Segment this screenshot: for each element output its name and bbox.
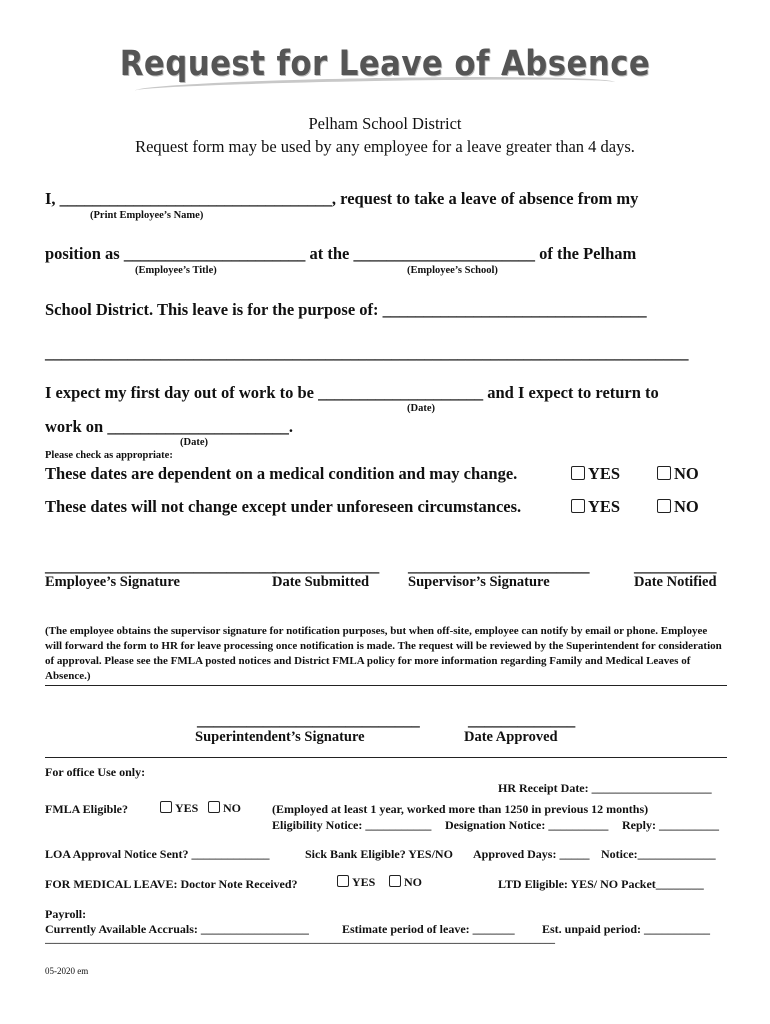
purpose-line[interactable]: School District. This leave is for the purpose of: ________________________________: [45, 300, 647, 319]
form-title: Request for Leave of Absence: [119, 44, 651, 84]
checkbox-icon[interactable]: [571, 499, 585, 513]
superintendent-signature-field[interactable]: ___________________________: [197, 710, 420, 729]
available-accruals-field[interactable]: Currently Available Accruals: __________________: [45, 922, 309, 936]
reply-field[interactable]: Reply: __________: [622, 818, 719, 832]
q1-no-option[interactable]: NO: [657, 464, 699, 484]
superintendent-signature-label: Superintendent’s Signature: [195, 729, 365, 745]
notice-field[interactable]: Notice:_____________: [601, 847, 716, 861]
date-submitted-field[interactable]: _____________: [272, 556, 380, 575]
fmla-criteria: (Employed at least 1 year, worked more than 1250 in previous 12 months): [272, 802, 649, 816]
supervisor-signature-label: Supervisor’s Signature: [408, 574, 550, 590]
checkbox-icon[interactable]: [208, 801, 220, 813]
checkbox-icon[interactable]: [657, 466, 671, 480]
q2-no-option[interactable]: NO: [657, 497, 699, 517]
name-label: (Print Employee’s Name): [90, 210, 204, 221]
form-subtitle: Request form may be used by any employee for a leave greater than 4 days.: [135, 137, 635, 156]
first-day-line[interactable]: I expect my first day out of work to be ____________________ and I expect to return to: [45, 383, 659, 402]
date-submitted-label: Date Submitted: [272, 574, 370, 590]
position-line[interactable]: position as ______________________ at the ______________________ of the Pelham: [45, 244, 637, 263]
date-label-2: (Date): [180, 437, 208, 448]
approved-days-field[interactable]: Approved Days: _____: [473, 847, 590, 861]
designation-notice-field[interactable]: Designation Notice: __________: [445, 818, 609, 832]
supervisor-signature-field[interactable]: ______________________: [408, 556, 590, 575]
purpose-continuation-line[interactable]: ______________________________________________________________________________: [45, 343, 689, 362]
date-approved-field[interactable]: _____________: [468, 710, 576, 729]
doctor-note-no-option[interactable]: NO: [389, 875, 422, 890]
payroll-heading: Payroll:: [45, 907, 87, 921]
name-line[interactable]: I, _________________________________, request to take a leave of absence from my: [45, 189, 639, 208]
ltd-eligible-field[interactable]: LTD Eligible: YES/ NO Packet________: [498, 877, 704, 891]
date-notified-label: Date Notified: [634, 574, 717, 590]
date-approved-label: Date Approved: [464, 729, 558, 745]
question-unforeseen: These dates will not change except under unforeseen circumstances.: [45, 497, 522, 516]
check-instruction: Please check as appropriate:: [45, 450, 173, 461]
checkbox-icon[interactable]: [160, 801, 172, 813]
unpaid-period-field[interactable]: Est. unpaid period: ___________: [542, 922, 711, 936]
medical-leave-doctor-note: FOR MEDICAL LEAVE: Doctor Note Received?: [45, 877, 298, 891]
hr-receipt-date-field[interactable]: HR Receipt Date: ____________________: [498, 781, 712, 795]
fmla-eligible-label: FMLA Eligible?: [45, 802, 129, 816]
school-label: (Employee’s School): [407, 265, 498, 276]
sick-bank-eligible[interactable]: Sick Bank Eligible? YES/NO: [305, 847, 453, 861]
return-date-line[interactable]: work on ______________________.: [45, 417, 293, 436]
divider: [45, 757, 727, 758]
notification-notice: (The employee obtains the supervisor signature for notification purposes, but when off-site, employee can notify by email or phone. Employee will forward the form to HR for leave processing once notification is made. The request will be reviewed by the Superintendent for consideration of approval. Please see the FMLA posted notices and District FMLA policy for more information regarding Family and Medical Leaves of Absence.): [45, 625, 722, 682]
estimate-period-field[interactable]: Estimate period of leave: _______: [342, 922, 515, 936]
form-revision-code: 05-2020 em: [45, 966, 89, 976]
title-label: (Employee’s Title): [135, 265, 217, 276]
loa-approval-notice-field[interactable]: LOA Approval Notice Sent? _____________: [45, 847, 270, 861]
district-name: Pelham School District: [308, 114, 462, 133]
office-use-heading: For office Use only:: [45, 765, 146, 779]
eligibility-notice-field[interactable]: Eligibility Notice: ___________: [272, 818, 432, 832]
checkbox-icon[interactable]: [657, 499, 671, 513]
checkbox-icon[interactable]: [571, 466, 585, 480]
checkbox-icon[interactable]: [389, 875, 401, 887]
date-label-1: (Date): [407, 403, 435, 414]
checkbox-icon[interactable]: [337, 875, 349, 887]
doctor-note-yes-option[interactable]: YES: [337, 875, 375, 890]
fmla-no-option[interactable]: NO: [208, 801, 241, 816]
q2-yes-option[interactable]: YES: [571, 497, 620, 517]
employee-signature-field[interactable]: ____________________________: [45, 556, 276, 575]
employee-signature-label: Employee’s Signature: [45, 574, 180, 590]
q1-yes-option[interactable]: YES: [571, 464, 620, 484]
date-notified-field[interactable]: __________: [634, 556, 717, 575]
question-medical: These dates are dependent on a medical condition and may change.: [45, 464, 518, 483]
bottom-rule-line: ______________________________________________________________________________________________________: [45, 934, 555, 945]
fmla-yes-option[interactable]: YES: [160, 801, 198, 816]
divider: [45, 685, 727, 686]
